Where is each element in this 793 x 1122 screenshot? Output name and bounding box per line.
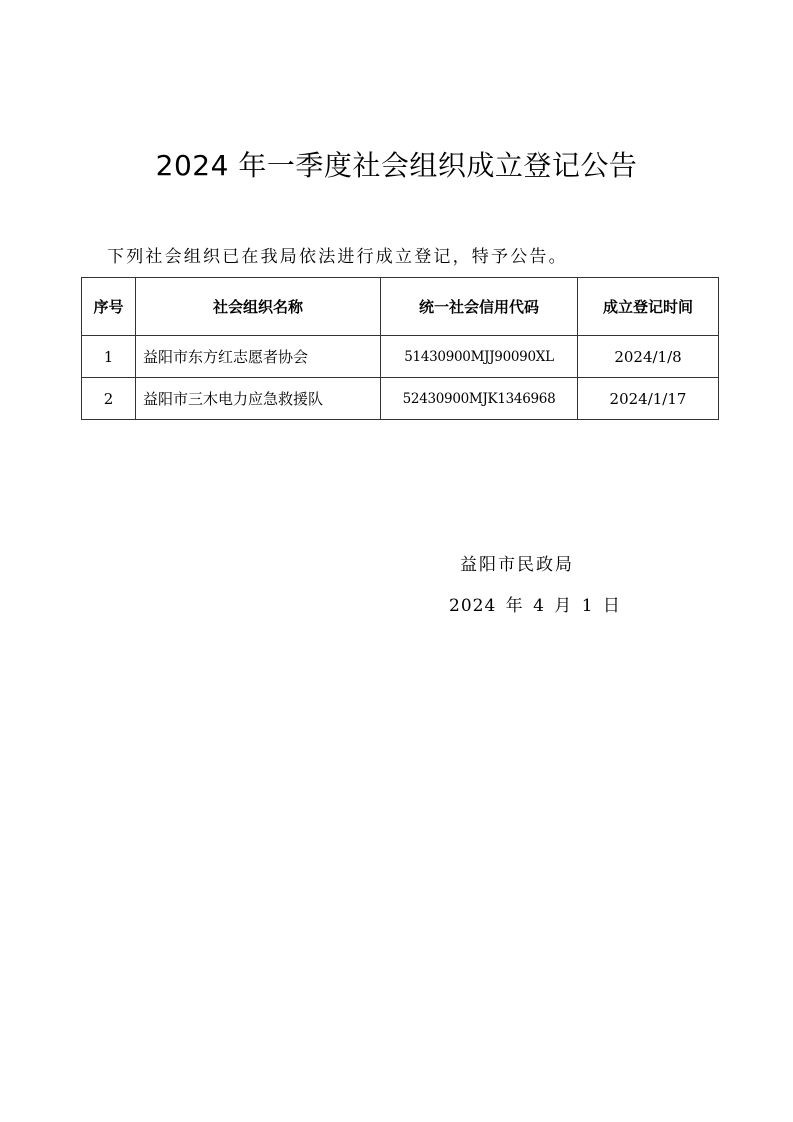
signature-date: 2024 年 4 月 1 日	[449, 596, 621, 616]
header-credit-code: 统一社会信用代码	[381, 278, 578, 336]
cell-credit-code: 52430900MJK1346968	[381, 378, 578, 420]
header-org-name: 社会组织名称	[136, 278, 381, 336]
cell-registration-date: 2024/1/17	[578, 378, 719, 420]
header-registration-date: 成立登记时间	[578, 278, 719, 336]
registration-table	[81, 277, 719, 420]
table-row	[82, 378, 719, 420]
cell-credit-code: 51430900MJJ90090XL	[381, 336, 578, 378]
table-row	[82, 336, 719, 378]
table-header-row	[82, 278, 719, 336]
cell-index: 1	[82, 336, 136, 378]
cell-index: 2	[82, 378, 136, 420]
cell-org-name: 益阳市东方红志愿者协会	[136, 336, 381, 378]
cell-org-name: 益阳市三木电力应急救援队	[136, 378, 381, 420]
header-index: 序号	[82, 278, 136, 336]
cell-registration-date: 2024/1/8	[578, 336, 719, 378]
page-title: 2024 年一季度社会组织成立登记公告	[155, 149, 638, 182]
signature-organization: 益阳市民政局	[460, 555, 574, 575]
intro-paragraph: 下列社会组织已在我局依法进行成立登记，特予公告。	[107, 247, 568, 267]
